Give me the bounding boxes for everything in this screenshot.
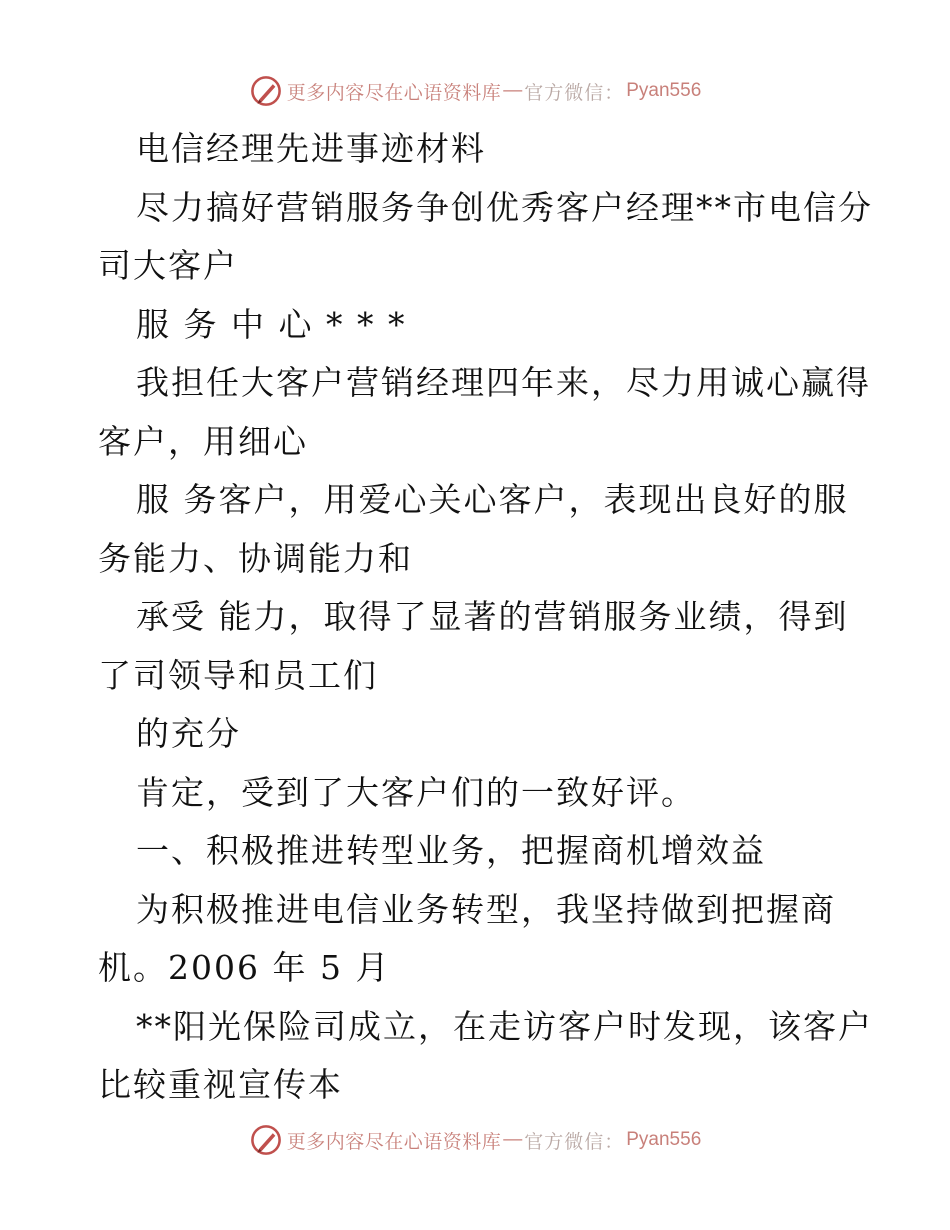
footer-watermark [0, 1120, 950, 1160]
doc-line: 一、积极推进转型业务，把握商机增效益 [136, 831, 766, 870]
doc-line: 务能力、协调能力和 [98, 538, 413, 578]
watermark-main-text: 更多内容尽在心语资料库 [286, 1131, 502, 1153]
pen-circle-logo-icon [249, 1123, 283, 1157]
doc-line: 司大客户 [98, 246, 238, 285]
pen-circle-logo-icon [249, 74, 283, 108]
doc-line: 尽力搞好营销服务争创优秀客户经理**市电信分 [136, 187, 873, 227]
doc-line: 服 务客户，用爱心关心客户，表现出良好的服 [136, 480, 849, 519]
watermark-sub-text: 官方微信： [524, 82, 625, 104]
doc-line: 的充分 [136, 714, 241, 753]
watermark-id: Pyan556 [626, 1129, 702, 1150]
doc-line: 比较重视宣传本 [98, 1065, 343, 1104]
watermark-main-text: 更多内容尽在心语资料库 [286, 82, 502, 104]
doc-line: 我担任大客户营销经理四年来，尽力用诚心赢得 [136, 363, 871, 402]
doc-line: 机。2006 年 5 月 [98, 948, 391, 987]
document-body [98, 120, 878, 1115]
header-watermark [0, 71, 950, 111]
watermark-dash: — [503, 80, 523, 101]
doc-line: 电信经理先进事迹材料 [136, 129, 486, 168]
doc-line: 承受 能力，取得了显著的营销服务业绩，得到 [136, 597, 849, 636]
doc-line: 肯定，受到了大客户们的一致好评。 [136, 772, 696, 812]
watermark-id: Pyan556 [626, 80, 702, 101]
doc-line: 服 务 中 心 * * * [136, 304, 407, 344]
watermark-sub-text: 官方微信： [524, 1131, 625, 1153]
doc-line: 了司领导和员工们 [98, 655, 378, 695]
doc-line: 客户，用细心 [98, 421, 308, 461]
doc-line: 为积极推进电信业务转型，我坚持做到把握商 [136, 889, 836, 929]
doc-line: **阳光保险司成立，在走访客户时发现，该客户 [136, 1006, 873, 1046]
watermark-dash: — [503, 1129, 523, 1150]
